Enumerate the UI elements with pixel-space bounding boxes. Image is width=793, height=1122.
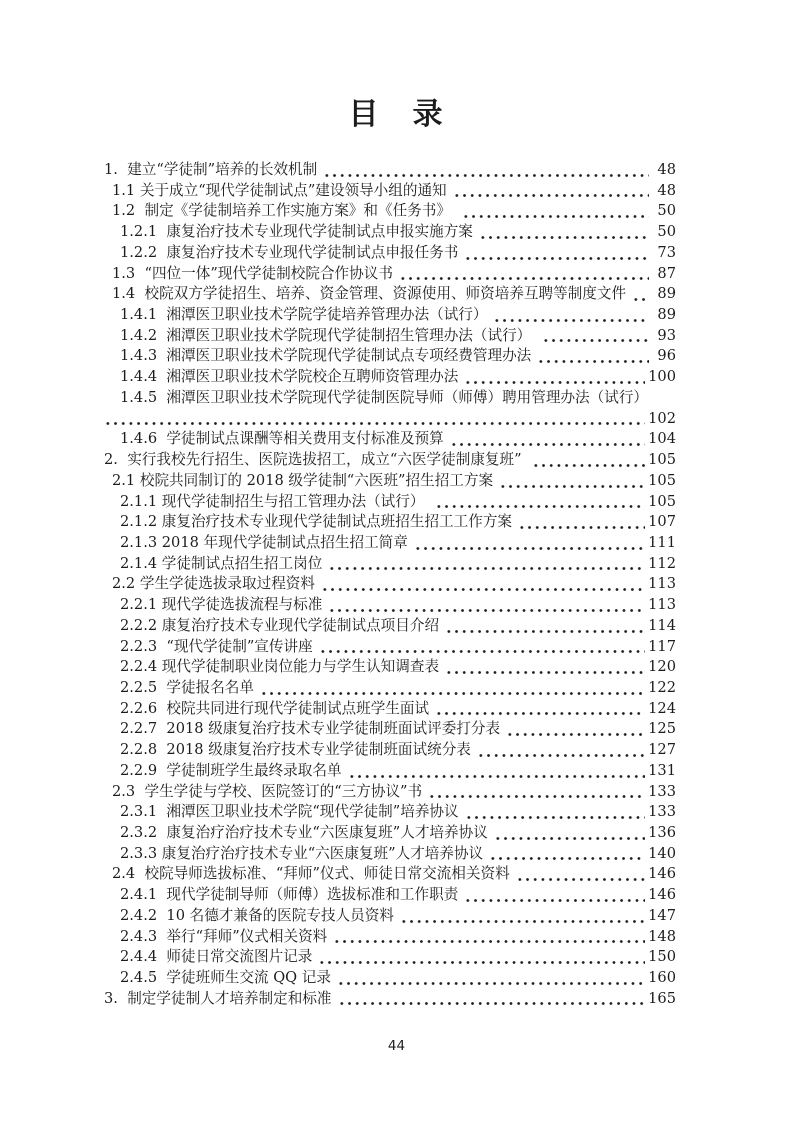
toc-dot-leader [458,885,648,906]
toc-dot-leader [317,160,652,181]
toc-entry-label: 2.2.2 康复治疗技术专业现代学徒制试点项目介绍 [120,616,440,634]
toc-dot-leader [458,367,648,388]
toc-entry-page: 146 [648,886,676,904]
toc-row [104,429,676,450]
toc-dot-leader [439,657,648,678]
toc-dot-leader [459,802,649,823]
toc-entry-page: 124 [648,699,676,717]
toc-entry-page: 114 [648,616,676,634]
toc-entry-label: 2.3.2 康复治疗治疗技术专业“六医康复班”人才培养协议 [120,824,488,841]
toc-entry-label: 2.3.1 湘潭医卫职业技术学院“现代学徒制”培养协议 [120,803,459,821]
toc-row [104,367,676,388]
toc-entry-label: 2.1.2 康复治疗技术专业现代学徒制试点班招生招工工作方案 [120,513,513,531]
toc-entry-label: 1.4.2 湘潭医卫职业技术学院现代学徒制招生管理办法（试行） [120,326,536,344]
toc-entry-label: 1.2 制定《学徒制培养工作实施方案》和《任务书》 [112,202,456,220]
toc-entry-page: 100 [648,368,676,386]
toc-entry-page: 48 [657,181,676,199]
toc-title: 目 录 [348,97,445,132]
toc-dot-leader [429,492,648,513]
toc-dot-leader [322,554,648,575]
toc-entry-page: 160 [648,969,676,987]
toc-entry-page: 105 [648,492,676,510]
toc-dot-leader [104,409,648,430]
toc-dot-leader [526,450,648,471]
toc-entry-page: 50 [657,223,676,241]
toc-entry-page: 148 [648,927,676,945]
toc-entry-page: 89 [657,285,676,303]
toc-entry-label: 2.2.6 校院共同进行现代学徒制试点班学生面试 [120,699,430,717]
toc-row [104,243,676,264]
toc-row [104,844,676,865]
toc-row [104,305,676,326]
toc-row [104,409,676,430]
toc-entry-label: 2.1 校院共同制订的 2018 级学徒制“六医班”招生招工方案 [112,471,494,489]
toc-dot-leader [483,844,648,865]
toc-row [104,160,676,181]
toc-dot-leader [312,947,648,968]
toc-entry-page: 111 [648,533,676,551]
toc-entry-page: 104 [648,430,676,448]
toc-entry-page: 113 [648,575,676,593]
toc-entry-label: 2.4.5 学徒班师生交流 QQ 记录 [120,969,331,987]
toc-dot-leader [473,222,652,243]
toc-entry-page: 102 [648,409,676,427]
toc-row [104,284,676,305]
toc-entry-page: 89 [657,306,676,324]
toc-row [104,761,676,782]
toc-entry-label: 1.4 校院双方学徒招生、培养、资金管理、资源使用、师资培养互聘等制度文件 [112,285,627,303]
toc-row [104,968,676,989]
toc-dot-leader [487,305,652,326]
toc-entry-label: 1.3 “四位一体”现代学徒制校院合作协议书 [112,264,393,282]
toc-entry-page: 122 [648,678,676,696]
toc-entry-label: 2.1.1 现代学徒制招生与招工管理办法（试行） [120,492,430,510]
toc-dot-leader [626,284,652,305]
toc-entry-label: 1.4.3 湘潭医卫职业技术学院现代学徒制试点专项经费管理办法 [120,347,532,365]
toc-entry-page: 73 [657,243,676,261]
toc-entry-page: 147 [648,906,676,924]
toc-dot-leader [315,574,648,595]
toc-dot-leader [536,326,652,347]
toc-entry-label: 2.2.5 学徒报名名单 [120,678,254,696]
toc-dot-leader [493,471,648,492]
toc-entry-label: 1.4.6 学徒制试点课酬等相关费用支付标准及预算 [120,430,444,448]
toc-entry-page: 136 [648,824,676,841]
toc-entry-page: 48 [657,161,676,178]
toc-entry-page: 150 [648,948,676,966]
toc-entry-page: 113 [648,596,676,614]
toc-dot-leader [531,346,652,367]
toc-row [104,616,676,637]
toc-row [104,492,676,513]
toc-entry-label: 2. 实行我校先行招生、医院选拔招工，成立“六医学徒制康复班” [104,451,527,469]
toc-entry-page: 96 [657,347,676,365]
toc-row [104,264,676,285]
toc-row [104,906,676,927]
toc-dot-leader [408,533,648,554]
toc-entry-label: 2.4.4 师徒日常交流图片记录 [120,948,313,966]
toc-dot-leader [456,201,652,222]
toc-entry-label: 2.1.4 学徒制试点招生招工岗位 [120,554,323,572]
toc-entry-label: 1.4.4 湘潭医卫职业技术学院校企互聘师资管理办法 [120,368,459,386]
toc-dot-leader [332,989,649,1010]
toc-row [104,533,676,554]
toc-entry-page: 117 [648,637,676,655]
toc-entry-label: 2.2 学生学徒选拔录取过程资料 [112,575,315,593]
toc-entry-label: 2.4.1 现代学徒制导师（师傅）选拔标准和工作职责 [120,886,459,904]
toc-entry-page: 125 [648,720,676,738]
toc-entry-label: 2.1.3 2018 年现代学徒制试点招生招工简章 [120,533,408,551]
toc-row [104,885,676,906]
toc-row [104,471,676,492]
toc-dot-leader [458,243,652,264]
toc-row [104,864,676,885]
toc-row [104,989,676,1010]
toc-row [104,699,676,720]
toc-row [104,388,676,409]
toc-entry-page: 133 [648,782,676,800]
toc-entry-page: 93 [657,326,676,344]
toc-entry-page: 50 [657,202,676,220]
toc-row [104,719,676,740]
toc-dot-leader [322,595,648,616]
page-number-footer: 44 [387,1038,406,1054]
toc-dot-leader [439,616,648,637]
toc-dot-leader [327,927,648,948]
toc-entry-label: 2.4 校院导师选拔标准、“拜师”仪式、师徒日常交流相关资料 [112,865,510,883]
toc-dot-leader [393,264,652,285]
toc-entry-page: 165 [648,989,676,1007]
toc-row [104,222,676,243]
toc-entry-label: 2.4.3 举行“拜师”仪式相关资料 [120,927,328,945]
toc-row [104,201,676,222]
toc-entry-label: 1.1 关于成立“现代学徒制试点”建设领导小组的通知 [112,181,447,199]
toc-entry-page: 87 [657,264,676,282]
toc-dot-leader [254,678,648,699]
toc-list [104,160,676,1009]
toc-row [104,740,676,761]
toc-entry-label: 2.3.3 康复治疗治疗技术专业“六医康复班”人才培养协议 [120,844,484,862]
toc-entry-label: 2.3 学生学徒与学校、医院签订的“三方协议”书 [112,782,423,800]
toc-entry-page: 105 [648,471,676,489]
toc-row [104,802,676,823]
toc-row [104,782,676,803]
toc-row [104,574,676,595]
toc-entry-label: 2.2.9 学徒制班学生最终录取名单 [120,761,342,779]
toc-row [104,657,676,678]
toc-entry-page: 131 [648,761,676,779]
toc-entry-label: 2.2.4 现代学徒制职业岗位能力与学生认知调查表 [120,658,440,676]
toc-entry-page: 127 [648,741,676,759]
toc-dot-leader [488,823,648,844]
toc-dot-leader [444,429,648,450]
toc-entry-label: 2.4.2 10 名德才兼备的医院专技人员资料 [120,906,394,924]
toc-row [104,326,676,347]
toc-entry-page: 107 [648,513,676,531]
toc-dot-leader [429,699,648,720]
toc-entry-page: 105 [648,451,676,469]
toc-dot-leader [471,740,648,761]
toc-row [104,947,676,968]
toc-row [104,554,676,575]
toc-entry-label: 2.2.8 2018 级康复治疗技术专业学徒制班面试统分表 [120,741,471,759]
toc-entry-label: 2.2.3 “现代学徒制”宣传讲座 [120,637,313,655]
toc-dot-leader [500,719,648,740]
toc-entry-label: 2.2.7 2018 级康复治疗技术专业学徒制班面试评委打分表 [120,720,501,738]
toc-entry-label: 2.2.1 现代学徒选拔流程与标准 [120,596,323,614]
toc-row [104,823,676,844]
toc-entry-label: 1.2.1 康复治疗技术专业现代学徒制试点申报实施方案 [120,223,473,241]
toc-dot-leader [331,968,648,989]
toc-entry-label: 1.4.1 湘潭医卫职业技术学院学徒培养管理办法（试行） [120,306,488,324]
toc-row [104,637,676,658]
toc-entry-page: 120 [648,658,676,676]
toc-entry-label: 1.4.5 湘潭医卫职业技术学院现代学徒制医院导师（师傅）聘用管理办法（试行） [120,388,649,406]
toc-row [104,346,676,367]
toc-dot-leader [510,864,648,885]
toc-dot-leader [342,761,649,782]
toc-row [104,512,676,533]
toc-dot-leader [512,512,648,533]
toc-entry-label: 1. 建立“学徒制”培养的长效机制 [104,161,318,178]
toc-dot-leader [447,181,652,202]
toc-entry-label: 3. 制定学徒制人才培养制定和标准 [104,989,332,1007]
toc-row [104,927,676,948]
toc-row [104,678,676,699]
toc-dot-leader [313,637,648,658]
toc-row [104,181,676,202]
toc-entry-page: 112 [648,554,676,572]
toc-row [104,595,676,616]
toc-entry-label: 1.2.2 康复治疗技术专业现代学徒制试点申报任务书 [120,243,459,261]
toc-entry-page: 140 [648,844,676,862]
toc-entry-page: 133 [648,803,676,821]
toc-entry-page: 146 [648,865,676,883]
toc-dot-leader [422,782,648,803]
toc-dot-leader [394,906,648,927]
toc-row [104,450,676,471]
